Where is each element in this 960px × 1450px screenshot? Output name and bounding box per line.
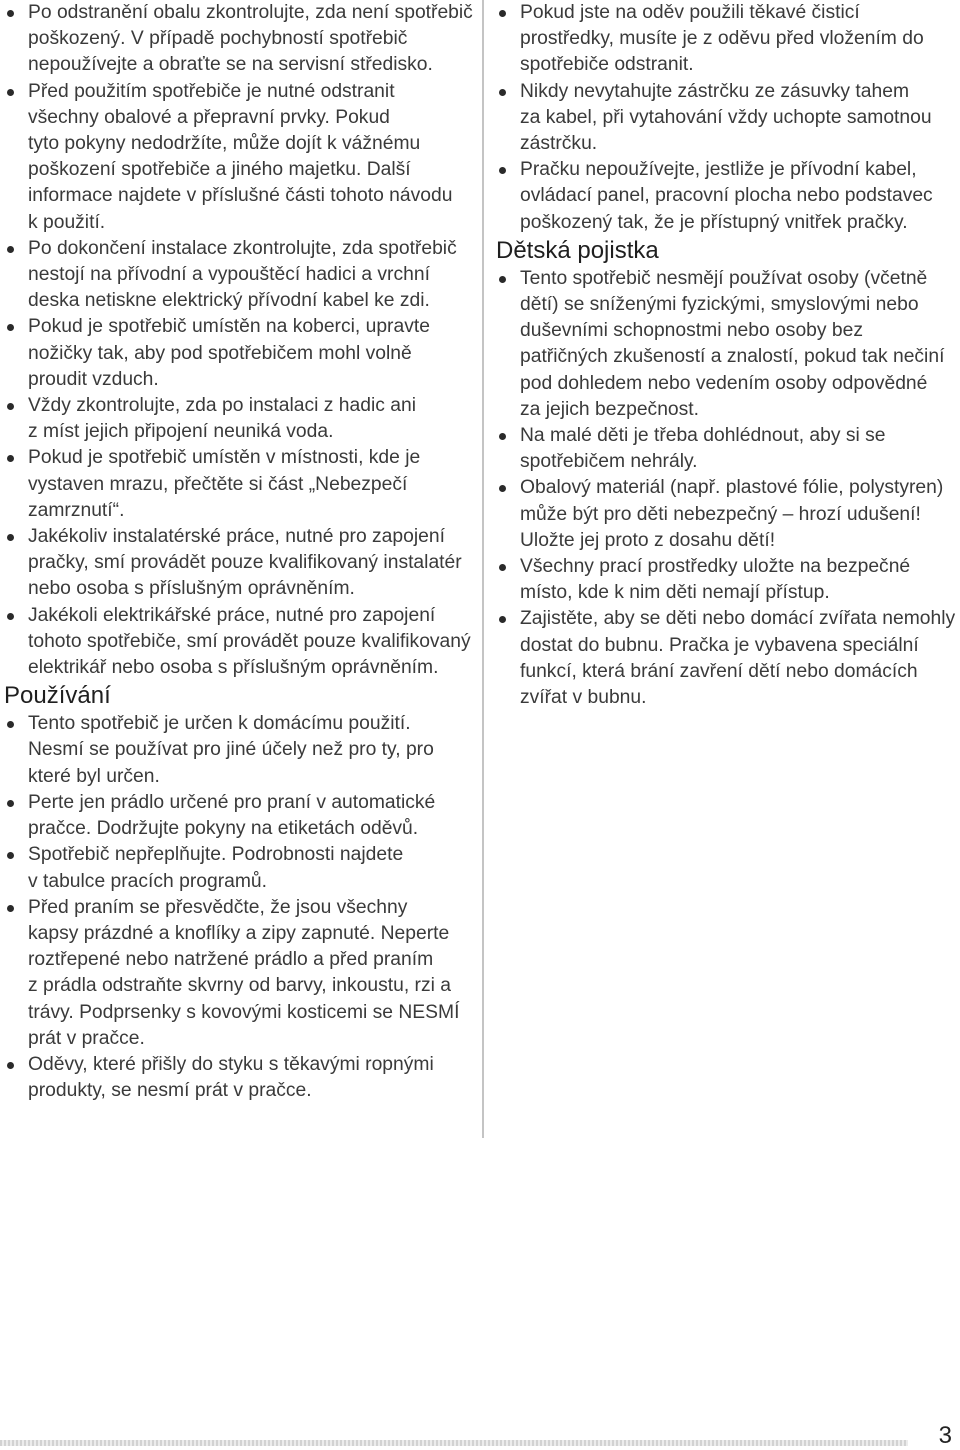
- left-column: [4, 0, 476, 1104]
- list-item: Spotřebič nepřeplňujte. Podrobnosti najdete v tabulce pracích programů.: [4, 842, 476, 894]
- footer-rule: [0, 1440, 908, 1446]
- list-item: Pokud jste na oděv použili těkavé čisticí prostředky, musíte je z oděvu před vložením do spotřebiče odstranit.: [496, 0, 956, 79]
- list-item: Pokud je spotřebič umístěn na koberci, upravte nožičky tak, aby pod spotřebičem mohl volně proudit vzduch.: [4, 314, 476, 393]
- list-item: Tento spotřebič nesmějí používat osoby (včetně dětí) se sníženými fyzickými, smyslovými nebo duševními schopnostmi nebo osoby bez patřičných zkušeností a znalostí, pokud tak nečiní pod dohledem nebo vedením osoby odpovědné za jejich bezpečnost.: [496, 266, 956, 423]
- page-number: 3: [938, 1422, 952, 1449]
- installation-list: [4, 0, 476, 681]
- right-column: [496, 0, 956, 711]
- list-item: Před použitím spotřebiče je nutné odstranit všechny obalové a přepravní prvky. Pokud tyto pokyny nedodržíte, může dojít k vážnému poškození spotřebiče a jiného majetku. Další informace najdete v příslušné části tohoto návodu k použití.: [4, 79, 476, 236]
- list-item: Před praním se přesvědčte, že jsou všechny kapsy prázdné a knoflíky a zipy zapnuté. Neperte roztřepené nebo natržené prádlo a před praním z prádla odstraňte skvrny od barvy, inkoustu, rzi a trávy. Podprsenky s kovovými kosticemi se NESMÍ prát v pračce.: [4, 895, 476, 1052]
- column-divider: [482, 0, 484, 1138]
- list-item: Jakékoliv instalatérské práce, nutné pro zapojení pračky, smí provádět pouze kvalifikovaný instalatér nebo osoba s příslušným oprávněním.: [4, 524, 476, 603]
- usage-list-continued: [496, 0, 956, 236]
- list-item: Nikdy nevytahujte zástrčku ze zásuvky tahem za kabel, při vytahování vždy uchopte samotnou zástrčku.: [496, 79, 956, 158]
- section-heading-usage: Používání: [4, 682, 111, 710]
- list-item: Po odstranění obalu zkontrolujte, zda není spotřebič poškozený. V případě pochybností spotřebič nepoužívejte a obraťte se na servisní středisko.: [4, 0, 476, 79]
- list-item: Zajistěte, aby se děti nebo domácí zvířata nemohly dostat do bubnu. Pračka je vybavena speciální funkcí, která brání zavření dětí nebo domácích zvířat v bubnu.: [496, 606, 956, 711]
- list-item: Po dokončení instalace zkontrolujte, zda spotřebič nestojí na přívodní a vypouštěcí hadici a vrchní deska netiskne elektrický přívodní kabel ke zdi.: [4, 236, 476, 315]
- list-item: Vždy zkontrolujte, zda po instalaci z hadic ani z míst jejich připojení neuniká voda.: [4, 393, 476, 445]
- child-safety-list: [496, 266, 956, 711]
- list-item: Pokud je spotřebič umístěn v místnosti, kde je vystaven mrazu, přečtěte si část „Nebezpečí zamrznutí“.: [4, 445, 476, 524]
- list-item: Na malé děti je třeba dohlédnout, aby si se spotřebičem nehrály.: [496, 423, 956, 475]
- list-item: Všechny prací prostředky uložte na bezpečné místo, kde k nim děti nemají přístup.: [496, 554, 956, 606]
- section-heading-child-safety: Dětská pojistka: [496, 236, 659, 264]
- list-item: Obalový materiál (např. plastové fólie, polystyren) může být pro děti nebezpečný – hrozí udušení! Uložte jej proto z dosahu dětí!: [496, 475, 956, 554]
- usage-list: [4, 711, 476, 1104]
- list-item: Tento spotřebič je určen k domácímu použití. Nesmí se používat pro jiné účely než pro ty, pro které byl určen.: [4, 711, 476, 790]
- list-item: Pračku nepoužívejte, jestliže je přívodní kabel, ovládací panel, pracovní plocha nebo podstavec poškozený tak, že je přístupný vnitřek pračky.: [496, 157, 956, 236]
- list-item: Jakékoli elektrikářské práce, nutné pro zapojení tohoto spotřebiče, smí provádět pouze kvalifikovaný elektrikář nebo osoba s příslušným oprávněním.: [4, 603, 476, 682]
- list-item: Perte jen prádlo určené pro praní v automatické pračce. Dodržujte pokyny na etiketách oděvů.: [4, 790, 476, 842]
- list-item: Oděvy, které přišly do styku s těkavými ropnými produkty, se nesmí prát v pračce.: [4, 1052, 476, 1104]
